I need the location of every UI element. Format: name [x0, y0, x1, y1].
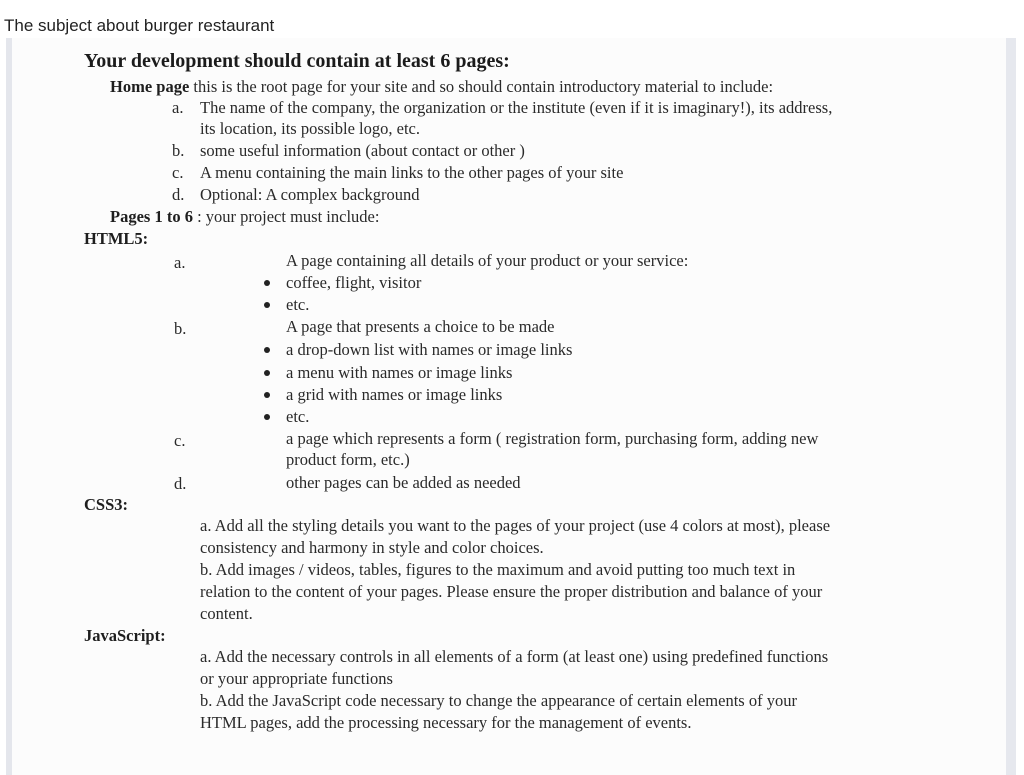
- html5-item-c-text: a page which represents a form ( registration form, purchasing form, adding new: [286, 429, 819, 448]
- home-page-intro: [110, 76, 773, 98]
- pages-label: Pages 1 to 6: [110, 207, 193, 226]
- home-item-text: A menu containing the main links to the other pages of your site: [200, 163, 624, 182]
- bullet-icon: [264, 370, 270, 376]
- javascript-text: HTML pages, add the processing necessary for the management of events.: [200, 713, 692, 732]
- html5-marker-b: b.: [174, 319, 187, 338]
- assignment-document: [12, 38, 1006, 775]
- html5-item-c-text: product form, etc.): [286, 450, 410, 469]
- home-item-text: Optional: A complex background: [200, 185, 420, 204]
- javascript-title: JavaScript:: [84, 626, 166, 645]
- bullet-text: a grid with names or image links: [286, 385, 503, 404]
- bullet-text: coffee, flight, visitor: [286, 273, 422, 292]
- bullet-icon: [264, 414, 270, 420]
- css3-title: CSS3:: [84, 495, 129, 514]
- javascript-text: b. Add the JavaScript code necessary to change the appearance of certain elements of your: [200, 691, 797, 710]
- html5-marker-a: a.: [174, 253, 186, 272]
- home-item-marker: d.: [172, 185, 185, 204]
- bullet-text: a menu with names or image links: [286, 363, 513, 382]
- home-item-text: The name of the company, the organization or the institute (even if it is imaginary!), its address,: [200, 98, 833, 117]
- html5-item-d-text: other pages can be added as needed: [286, 473, 521, 492]
- bullet-icon: [264, 280, 270, 286]
- home-page-label: Home page: [110, 77, 190, 96]
- document-heading: Your development should contain at least 6 pages:: [84, 50, 510, 72]
- css3-text: a. Add all the styling details you want to the pages of your project (use 4 colors at most), please: [200, 516, 831, 535]
- document-image: [6, 38, 1016, 775]
- home-item-marker: b.: [172, 141, 185, 160]
- home-page-text: this is the root page for your site and so should contain introductory material to include:: [189, 77, 774, 96]
- javascript-text: a. Add the necessary controls in all elements of a form (at least one) using predefined functions: [200, 647, 829, 666]
- html5-marker-c: c.: [174, 431, 186, 450]
- pages-intro: [110, 206, 379, 228]
- css3-text: b. Add images / videos, tables, figures to the maximum and avoid putting too much text in: [200, 560, 796, 579]
- css3-text: consistency and harmony in style and color choices.: [200, 538, 544, 557]
- bullet-icon: [264, 302, 270, 308]
- html5-marker-d: d.: [174, 474, 187, 493]
- home-item-marker: c.: [172, 163, 184, 182]
- bullet-icon: [264, 392, 270, 398]
- javascript-text: or your appropriate functions: [200, 669, 393, 688]
- css3-text: content.: [200, 604, 253, 623]
- bullet-text: a drop-down list with names or image links: [286, 340, 573, 359]
- bullet-text: etc.: [286, 295, 310, 314]
- html5-item-b-text: A page that presents a choice to be made: [286, 317, 555, 336]
- html5-item-a-text: A page containing all details of your product or your service:: [286, 251, 689, 270]
- bullet-text: etc.: [286, 407, 310, 426]
- css3-text: relation to the content of your pages. Please ensure the proper distribution and balance of your: [200, 582, 823, 601]
- subject-text: The subject about burger restaurant: [4, 16, 275, 35]
- home-item-marker: a.: [172, 98, 184, 117]
- html5-title: HTML5:: [84, 229, 149, 248]
- pages-text: : your project must include:: [192, 207, 380, 226]
- home-item-text: its location, its possible logo, etc.: [200, 119, 420, 138]
- bullet-icon: [264, 347, 270, 353]
- home-item-text: some useful information (about contact or other ): [200, 141, 525, 160]
